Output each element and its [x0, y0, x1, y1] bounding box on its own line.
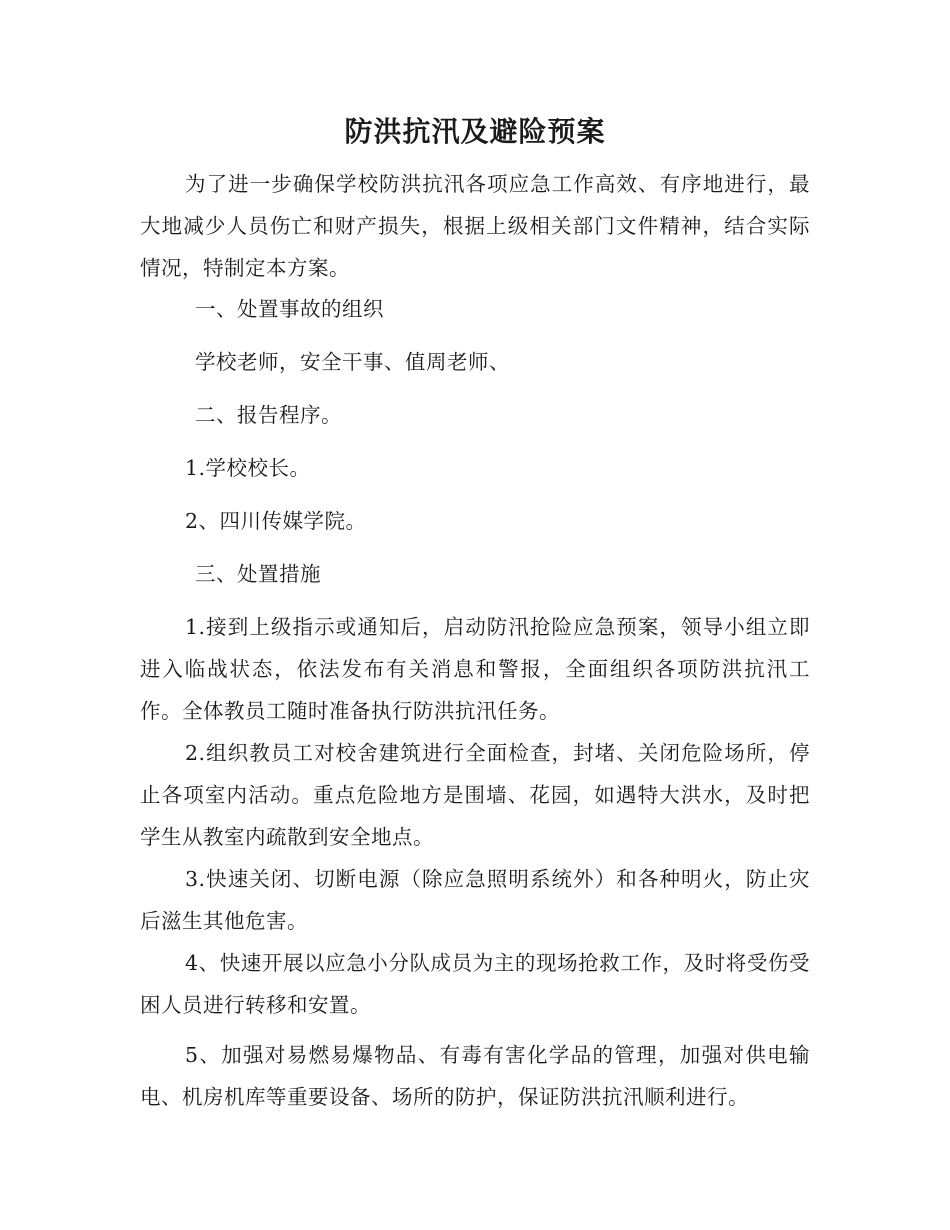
intro-paragraph: 为了进一步确保学校防洪抗汛各项应急工作高效、有序地进行，最大地减少人员伤亡和财产损失，根据上级相关部门文件精神，结合实际情况，特制定本方案。: [140, 172, 810, 280]
measure-2: 2.组织教员工对校舍建筑进行全面检查，封堵、关闭危险场所，停止各项室内活动。重点危险地方是围墙、花园，如遇特大洪水，及时把学生从教室内疏散到安全地点。: [140, 741, 810, 849]
section1-heading: 一、处置事故的组织: [195, 297, 384, 321]
measure-4: 4、快速开展以应急小分队成员为主的现场抢救工作，及时将受伤受困人员进行转移和安置。: [140, 951, 810, 1017]
report-item-1: 1.学校校长。: [185, 456, 311, 480]
section2-heading: 二、报告程序。: [195, 403, 342, 427]
measure-1: 1.接到上级指示或通知后，启动防汛抢险应急预案，领导小组立即进入临战状态，依法发布有关消息和警报，全面组织各项防洪抗汛工作。全体教员工随时准备执行防洪抗汛任务。: [140, 615, 810, 723]
section1-content: 学校老师，安全干事、值周老师、: [195, 350, 510, 374]
section3-heading: 三、处置措施: [195, 562, 321, 586]
measure-5: 5、加强对易燃易爆物品、有毒有害化学品的管理，加强对供电输电、机房机库等重要设备、场所的防护，保证防洪抗汛顺利进行。: [140, 1043, 810, 1109]
document-title: 防洪抗汛及避险预案: [344, 115, 606, 148]
report-item-2: 2、四川传媒学院。: [185, 509, 367, 533]
measure-3: 3.快速关闭、切断电源（除应急照明系统外）和各种明火，防止灾后滋生其他危害。: [140, 867, 810, 933]
